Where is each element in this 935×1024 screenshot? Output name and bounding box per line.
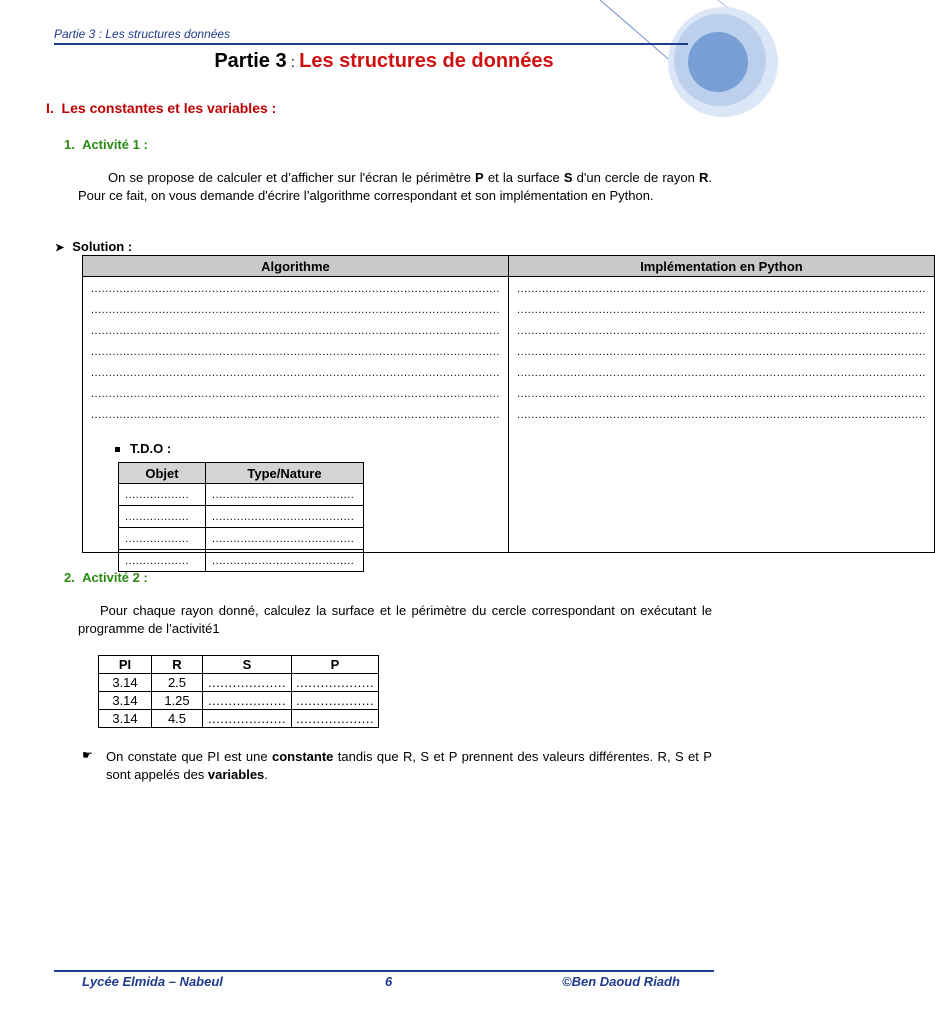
python-line[interactable]: ...................................................................................................................	[516, 367, 926, 379]
cell-pi: 3.14	[99, 692, 152, 710]
cell-r: 1.25	[152, 692, 203, 710]
tdo-col-type: Type/Nature	[206, 463, 364, 484]
table-row	[119, 506, 364, 528]
solution-text: Solution :	[72, 239, 133, 254]
solution-label	[55, 239, 132, 254]
tdo-text: T.D.O :	[130, 441, 172, 456]
algo-line[interactable]: ...................................................................................................................	[91, 367, 500, 379]
tdo-type-cell[interactable]: ........................................	[206, 550, 364, 572]
tdo-objet-cell[interactable]: ..................	[119, 506, 206, 528]
col-header-p: P	[292, 656, 379, 674]
table-row	[99, 710, 379, 728]
tdo-type-cell[interactable]: ........................................	[206, 484, 364, 506]
cell-pi: 3.14	[99, 710, 152, 728]
activity1-text-a: On se propose de calculer et d’afficher sur l'écran le périmètre	[108, 170, 476, 185]
table-row	[99, 674, 379, 692]
footer-right: ©Ben Daoud Riadh	[562, 974, 680, 989]
tdo-label	[115, 441, 171, 456]
activity1-bold-s: S	[563, 170, 573, 185]
header-rule	[54, 43, 688, 45]
note-part-1: On constate que PI est une	[106, 749, 272, 764]
activity1-bold-r: R	[698, 170, 709, 185]
footer-page-number: 6	[385, 974, 393, 989]
algo-line[interactable]: ...................................................................................................................	[91, 409, 500, 421]
activity1-text	[78, 169, 712, 205]
col-header-r: R	[152, 656, 203, 674]
title-sep: :	[286, 54, 300, 71]
note-part-2: tandis que R, S et P prennent des valeurs différentes. R, S et P sont appelés des	[106, 749, 712, 782]
cell-s[interactable]: ...................	[203, 692, 292, 710]
python-line[interactable]: ...................................................................................................................	[516, 346, 926, 358]
title-part: Partie 3	[214, 50, 287, 72]
square-bullet-icon	[115, 447, 120, 452]
table-row	[99, 692, 379, 710]
header-text: Partie 3 : Les structures données	[54, 27, 231, 41]
tdo-objet-cell[interactable]: ..................	[119, 550, 206, 572]
solution-table	[82, 255, 935, 567]
activity2-text: Pour chaque rayon donné, calculez la surface et le périmètre du cercle correspondant on exécutant le programme de l’activité1	[78, 603, 712, 636]
cell-s[interactable]: ...................	[203, 674, 292, 692]
tdo-objet-cell[interactable]: ..................	[119, 528, 206, 550]
python-line[interactable]: ...................................................................................................................	[516, 388, 926, 400]
tdo-col-objet: Objet	[119, 463, 206, 484]
tdo-type-cell[interactable]: ........................................	[206, 506, 364, 528]
activity1-text-d: . Pour ce fait, on vous demande d'écrire l’algorithme correspondant et son implémentation en Python.	[78, 170, 712, 203]
activity2-heading: 2. Activité 2 :	[64, 570, 148, 585]
algo-cell	[83, 277, 509, 567]
cell-p[interactable]: ...................	[292, 692, 379, 710]
algo-line[interactable]: ...................................................................................................................	[91, 388, 500, 400]
python-line[interactable]: ...................................................................................................................	[516, 283, 926, 295]
radius-table	[98, 655, 379, 728]
note-text	[106, 748, 712, 784]
section-heading: I. Les constantes et les variables :	[46, 100, 277, 116]
algo-line[interactable]: ...................................................................................................................	[91, 283, 500, 295]
python-line[interactable]: ...................................................................................................................	[516, 325, 926, 337]
arrow-bullet-icon: ➤	[55, 242, 65, 254]
pointing-hand-icon: ☛	[82, 748, 93, 762]
note-part-3: .	[264, 767, 268, 782]
col-header-python: Implémentation en Python	[508, 256, 934, 277]
title-main: Les structures de données	[299, 50, 554, 72]
col-header-pi: PI	[99, 656, 152, 674]
activity1-text-c: d'un cercle de rayon	[572, 170, 699, 185]
python-line[interactable]: ...................................................................................................................	[516, 409, 926, 421]
python-cell	[508, 277, 934, 553]
activity1-heading: 1. Activité 1 :	[64, 137, 148, 152]
page-title	[0, 50, 768, 73]
algo-line[interactable]: ...................................................................................................................	[91, 304, 500, 316]
python-line[interactable]: ...................................................................................................................	[516, 304, 926, 316]
activity1-text-b: et la surface	[483, 170, 564, 185]
cell-p[interactable]: ...................	[292, 674, 379, 692]
tdo-table	[118, 462, 364, 572]
table-row	[119, 550, 364, 572]
cell-r: 4.5	[152, 710, 203, 728]
activity1-bold-p: P	[475, 170, 484, 185]
cell-s[interactable]: ...................	[203, 710, 292, 728]
tdo-type-cell[interactable]: ........................................	[206, 528, 364, 550]
table-row	[119, 484, 364, 506]
footer-left: Lycée Elmida – Nabeul	[82, 974, 223, 989]
footer-rule	[54, 970, 714, 972]
table-row	[119, 528, 364, 550]
algo-line[interactable]: ...................................................................................................................	[91, 346, 500, 358]
note-bold-variables: variables	[207, 767, 265, 782]
cell-r: 2.5	[152, 674, 203, 692]
cell-p[interactable]: ...................	[292, 710, 379, 728]
col-header-s: S	[203, 656, 292, 674]
tdo-objet-cell[interactable]: ..................	[119, 484, 206, 506]
note-bold-constante: constante	[271, 749, 334, 764]
cell-pi: 3.14	[99, 674, 152, 692]
col-header-algo: Algorithme	[83, 256, 509, 277]
algo-line[interactable]: ...................................................................................................................	[91, 325, 500, 337]
